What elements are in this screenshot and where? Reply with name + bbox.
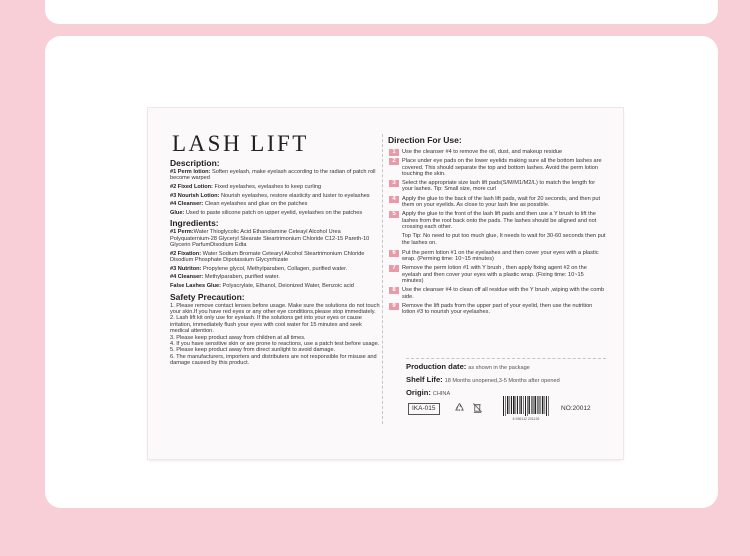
description-item-text: Nourish eyelashes, restore elasticity and luster to eyelashes	[219, 192, 370, 199]
origin-label: Origin:	[406, 388, 431, 397]
product-code-box: IKA-015	[408, 403, 440, 415]
description-item-text: Fixed eyelashes, eyelashes to keep curling	[212, 184, 322, 190]
ingredient-item-text: Polyacrylate, Ethanol, Deionized Water, Benzoic acid	[221, 282, 354, 289]
description-item-label: #3 Nourish Lotion:	[170, 192, 220, 199]
shelf-label: Shelf Life:	[406, 375, 443, 384]
right-column	[388, 133, 606, 319]
ingredient-item-text: Water Sodium Bromate Cetearyl Alcohol Steartrimonium Chloride Disodium Phosphate Dipotassium Glycyrrhizate	[170, 250, 365, 264]
ingredient-item-label: #4 Cleanser:	[170, 274, 204, 281]
production-value: as shown in the package	[468, 365, 530, 371]
ingredient-item	[170, 229, 382, 248]
description-item-text: Soften eyelash, make eyelash according to the radian of patch roll become warped	[170, 169, 376, 182]
bottom-row	[406, 400, 606, 420]
left-column	[170, 132, 382, 367]
description-item	[170, 193, 382, 199]
ingredient-item-label: #3 Nutriton:	[170, 265, 202, 272]
step-text: Put the perm lotion #1 on the eyelashes and then cover your eyes with a plastic wrap. (Perming time: 10~15 minutes)	[402, 249, 599, 263]
step-text: Remove the lift pads from the upper part of your eyelid, then use the nutrition lotion #3 to nourish your eyelashes.	[402, 302, 593, 316]
step-text: Apply the glue to the back of the lash lift pads, wait for 20 seconds, and then put them on your eyelids. As close to your lash line as possible.	[402, 195, 601, 209]
direction-step	[388, 180, 606, 193]
description-item-label: #1 Perm lotion:	[170, 169, 211, 175]
barcode	[502, 396, 550, 418]
shelf-life	[406, 374, 606, 387]
ingredient-item	[170, 274, 382, 280]
direction-step	[388, 196, 606, 209]
description-item	[170, 210, 382, 216]
direction-step	[388, 211, 606, 230]
step-number: 1	[389, 149, 399, 156]
step-number: 3	[389, 180, 399, 187]
step-number: 9	[389, 303, 399, 310]
step-text: Apply the glue to the front of the lash lift pads and then use a Y brush to lift the lashes from the root back onto the pads. The lashes should be aligned and not crossing each other.	[402, 211, 597, 230]
safety-heading: Safety Precaution:	[170, 291, 245, 302]
step-number: 2	[389, 158, 399, 165]
safety-item: 4. If you have sensitive skin or are prone to reactions, use a patch test before usage.	[170, 341, 380, 347]
step-text: Use the cleanser #4 to remove the oil, dust, and makeup residue	[402, 149, 563, 155]
description-item-text: Clean eyelashes and glue on the patches	[203, 201, 308, 208]
step-number: 6	[389, 250, 399, 257]
ingredient-item-label: #2 Fixation:	[170, 250, 202, 257]
safety-item: 3. Please keep product away from children at all times.	[170, 334, 306, 341]
ingredient-item-text: Methylparaben, purified water.	[203, 274, 280, 281]
safety-item: 5. Please keep product away from direct sunlight to avoid damage.	[170, 347, 336, 354]
direction-step	[388, 287, 606, 300]
step-text: Select the appropriate size lash lift pads(S/M/M1/M2/L) to match the length for your lashes. Tip: Small size, more curl	[402, 180, 596, 193]
shelf-value: 18 Months unopened,3-5 Months after opened	[444, 378, 560, 384]
column-divider	[382, 134, 383, 424]
step-number: 5	[389, 211, 399, 218]
safety-item: 2. Lash lift kit only use for eyelash. If the solutions get into your eyes or cause irritation, immediately flush your eyes with cool water for 15 minutes and seek medical attention.	[170, 315, 362, 335]
description-item-label: #4 Cleanser:	[170, 201, 204, 208]
safety-item: 6. The manufacturers, importers and distributers are not responsible for misuse and damage caused by this product.	[170, 353, 377, 367]
step-text: Use the cleanser #4 to clean off all residue with the Y brush ,wiping with the comb side.	[402, 287, 605, 300]
direction-step	[388, 149, 606, 155]
lash-lift-box-back	[148, 108, 623, 459]
product-info	[406, 358, 606, 400]
top-card	[45, 0, 718, 24]
description-item-label: Glue:	[170, 209, 185, 216]
ingredients-heading: Ingredients:	[170, 218, 219, 229]
production-label: Production date:	[406, 362, 467, 371]
step-text: Remove the perm lotion #1 with Y brush , then apply fixing agent #2 on the eyelash and then cover your eyes with a plastic wrap. (Fixing time: 10~15 minutes)	[402, 265, 587, 285]
description-item	[170, 169, 382, 182]
barcode-number: 6 936112 201126	[512, 417, 540, 421]
ingredient-item	[170, 266, 382, 272]
direction-step	[388, 250, 606, 263]
brand-title: LASH LIFT	[172, 131, 309, 156]
production-date	[406, 361, 606, 374]
top-tip: Top Tip: No need to put too much glue, It needs to wait for 30-60 seconds then put the lashes on.	[402, 233, 606, 246]
ingredient-item-label: False Lashes Glue:	[170, 282, 221, 289]
trash-bin-icon	[472, 402, 483, 413]
ingredient-item-text: Water Thioglycolic Acid Ethanolamine Ceteayl Alcohol Urea Polyquaternium-28 Glyceryl Stearate Steartrimonium Chloride C12-15 Pareth-10 Glycerin ParfumDisodium Edta	[170, 229, 370, 249]
item-number: NO:20012	[561, 405, 591, 412]
direction-step	[388, 303, 606, 316]
description-item	[170, 184, 382, 190]
ingredient-item	[170, 251, 382, 264]
safety-item: 1. Please remove contact lenses before usage. Make sure the solutions do not touch your skin.If you have red eyes or any other eye conditions,please stop immediately.	[170, 302, 380, 315]
step-text: Place under eye pads on the lower eyelids making sure all the bottom lashes are covered. This should separate the top and bottom lashes. Avoid the perm lotion touching the skin.	[402, 158, 602, 177]
directions-heading: Direction For Use:	[388, 135, 462, 145]
ingredient-item-label: #1 Perm:	[170, 229, 194, 236]
ingredient-item	[170, 283, 382, 289]
step-number: 8	[389, 287, 399, 294]
direction-step	[388, 158, 606, 177]
ingredient-item-text: Propylene glycol, Methylparaben, Collagen, purified water.	[201, 265, 348, 272]
origin-value: CHINA	[432, 391, 451, 397]
description-item	[170, 201, 382, 207]
direction-step	[388, 265, 606, 284]
step-number: 4	[389, 196, 399, 203]
description-heading: Description:	[170, 158, 220, 168]
step-number: 7	[389, 265, 399, 272]
description-item-text: Used to paste silicone patch on upper eyelid, eyelashes on the patches	[184, 209, 363, 216]
recycle-icon	[454, 402, 465, 413]
description-item-label: #2 Fixed Lotion:	[170, 184, 213, 190]
